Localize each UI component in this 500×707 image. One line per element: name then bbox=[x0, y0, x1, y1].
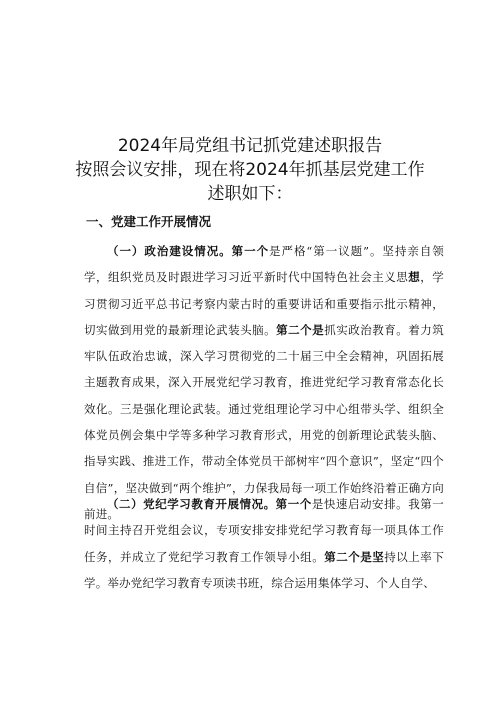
document-title: 2024年局党组书记抓党建述职报告 bbox=[117, 136, 383, 156]
paragraph-discipline-education bbox=[84, 491, 444, 596]
paragraph-text: 持以上率下学。举办党纪学习教育专项读书班，综合运用集体学习、个人自学、 bbox=[84, 549, 445, 590]
paragraph-political-building bbox=[84, 238, 444, 527]
paragraph-text: 抓实政治教育。着力筑牢队伍政治忠诚，深入学习贯彻党的二十届三中全会精神，巩固拓展主题教育成果，深入开展党纪学习教育，推进党纪学习教育常态化长效化。三是强化理论武装。通过党组理论学习中心组带头学、组织全体党员例会集中学等多种学习教育形式，用党的创新理论武装头脑、指导实践、推进工作，带动全体党员干部树牢“四个意识”，坚定“四个自信”，坚决做到“两个维护”，力保我局每一项工作始终沿着正确方向前进。 bbox=[84, 322, 444, 521]
document-subtitle-line1: 按照会议安排，现在将2024年抓基层党建工作 bbox=[75, 160, 425, 180]
paragraph-lead-bold: （一）政治建设情况。第一个 bbox=[107, 244, 270, 258]
paragraph-text-bold: 第二个是坚 bbox=[324, 549, 385, 564]
document-subtitle-line2: 述职如下： bbox=[207, 184, 293, 204]
paragraph-lead-bold: （二）党纪学习教育开展情况。第一个 bbox=[107, 497, 312, 511]
paragraph-text: ，学习贯彻习近平总书记考察内蒙古时的重要讲话和重要指示批示精神，切实做到用党的最新理论武装头脑。 bbox=[84, 270, 444, 337]
paragraph-text-bold: 想 bbox=[408, 270, 421, 285]
paragraph-text-bold: 第二个是 bbox=[276, 322, 325, 337]
paragraph-text: 是严格“第一议题”。坚持亲自领学，组织党员及时跟进学习习近平新时代中国特色社会主义思 bbox=[84, 244, 444, 285]
section-heading-1: 一、党建工作开展情况 bbox=[86, 214, 212, 229]
paragraph-text: 是快速启动安排。我第一时间主持召开党组会议，专项安排安排党纪学习教育每一项具体工作任务，并成立了党纪学习教育工作领导小组。 bbox=[84, 497, 444, 564]
